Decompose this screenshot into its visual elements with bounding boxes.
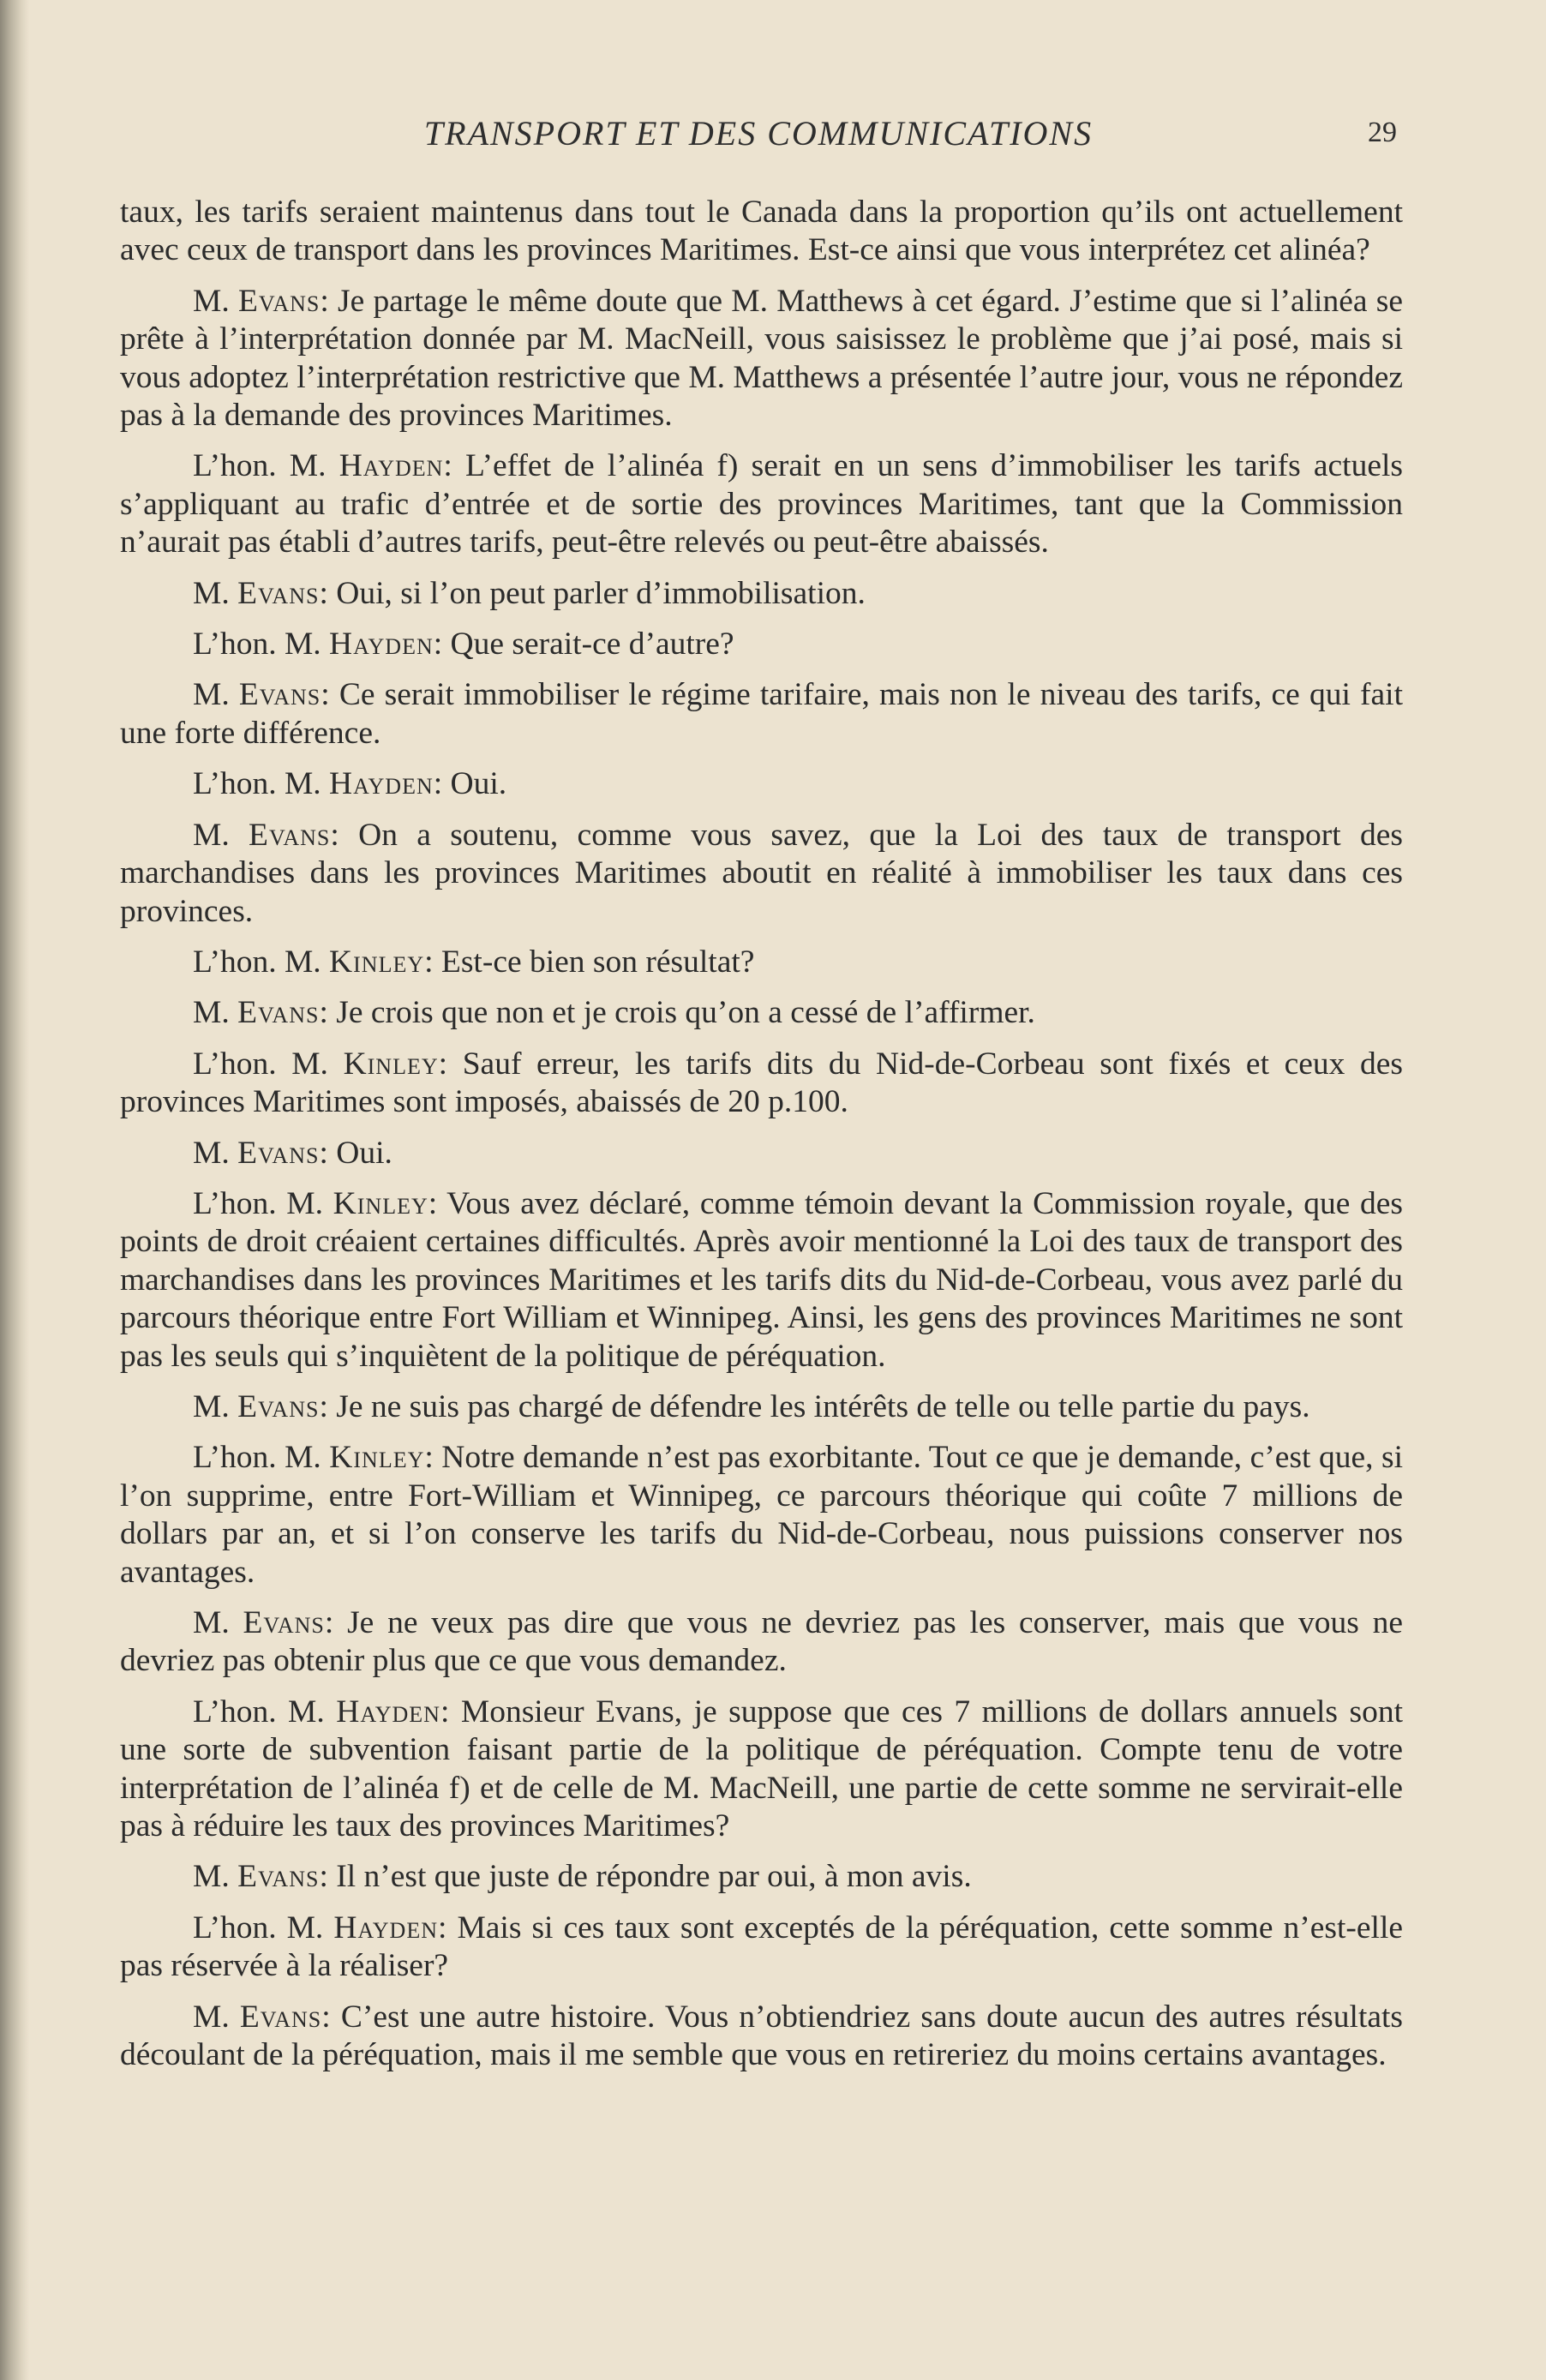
paragraph bbox=[120, 1694, 1403, 1846]
paragraph-text: On a soutenu, comme vous savez, que la Loi des taux de transport des marchandises dans les provinces Maritimes aboutit en réalité à immobiliser les taux dans ces provinces. bbox=[120, 817, 1404, 929]
speaker-name: Hayden bbox=[329, 766, 434, 802]
paragraph-text: Je ne veux pas dire que vous ne devriez pas les conserver, mais que vous ne devriez pas obtenir plus que ce que vous demandez. bbox=[120, 1605, 1404, 1679]
paragraph bbox=[120, 1135, 1403, 1172]
speaker-title: M. bbox=[193, 1388, 238, 1424]
speaker-separator: : bbox=[424, 1440, 442, 1476]
paragraph bbox=[120, 1858, 1403, 1896]
speaker-title: L’hon. M. bbox=[193, 1694, 337, 1730]
paragraph-text: Oui. bbox=[336, 1135, 392, 1171]
paragraph bbox=[120, 1999, 1403, 2075]
paragraph bbox=[120, 1046, 1403, 1122]
speaker-name: Evans bbox=[238, 677, 321, 713]
speaker-separator: : bbox=[433, 766, 451, 802]
speaker-separator: : bbox=[330, 817, 359, 853]
speaker-name: Evans bbox=[237, 1859, 320, 1895]
paragraph-text: C’est une autre histoire. Vous n’obtiendriez sans doute aucun des autres résultats découlant de la péréquation, mais il me semble que vous en retireriez du moins certains avantages. bbox=[120, 1999, 1404, 2073]
speaker-title: L’hon. M. bbox=[193, 1440, 330, 1476]
speaker-name: Evans bbox=[239, 1999, 322, 2035]
paragraph-text: Monsieur Evans, je suppose que ces 7 millions de dollars annuels sont une sorte de subvention faisant partie de la politique de péréquation. Compte tenu de votre interprétation de l’alinéa f) et de celle de M. MacNeill, une partie de cette somme ne servirait-elle pas à réduire les taux des provinces Maritimes? bbox=[120, 1694, 1404, 1844]
speaker-separator: : bbox=[428, 1185, 447, 1221]
paragraph bbox=[120, 944, 1403, 981]
running-title: TRANSPORT ET DES COMMUNICATIONS bbox=[423, 114, 1094, 153]
paragraph-text: Oui. bbox=[450, 766, 507, 802]
paragraph-text: Vous avez déclaré, comme témoin devant la Commission royale, que des points de droit créaient certaines difficultés. Après avoir mentionné la Loi des taux de transport des marchandises dans les provinces Maritimes et les tarifs dits du Nid-de-Corbeau, vous avez parlé du parcours théorique entre Fort William et Winnipeg. Ainsi, les gens des provinces Maritimes ne sont pas les seuls qui s’inquiètent de la politique de péréquation. bbox=[120, 1185, 1404, 1374]
speaker-name: Kinley bbox=[343, 1046, 439, 1082]
paragraph bbox=[120, 283, 1403, 435]
speaker-name: Kinley bbox=[333, 1185, 428, 1221]
speaker-title: M. bbox=[193, 817, 249, 853]
speaker-title: M. bbox=[193, 995, 238, 1031]
paragraph-text: Notre demande n’est pas exorbitante. Tout ce que je demande, c’est que, si l’on supprime, entre Fort-William et Winnipeg, ce parcours théorique qui coûte 7 millions de dollars par an, et si l’on conserve les tarifs du Nid-de-Corbeau, nous puissions conserver nos avantages. bbox=[120, 1440, 1403, 1590]
speaker-title: M. bbox=[193, 1999, 240, 2035]
speaker-separator: : bbox=[324, 1605, 348, 1640]
speaker-separator: : bbox=[319, 1859, 337, 1895]
transcript-body bbox=[120, 194, 1403, 2087]
speaker-separator: : bbox=[319, 575, 337, 611]
paragraph-text: L’effet de l’alinéa f) serait en un sens d’immobiliser les tarifs actuels s’appliquant au trafic d’entrée et de sortie des provinces Maritimes, tant que la Commission n’aurait pas établi d’autres tarifs, peut-être relevés ou peut-être abaissés. bbox=[120, 448, 1404, 561]
paragraph bbox=[120, 1388, 1403, 1426]
speaker-title: M. bbox=[193, 1135, 238, 1171]
speaker-separator: : bbox=[438, 1046, 463, 1082]
speaker-title: M. bbox=[193, 1605, 243, 1640]
speaker-title: L’hon. M. bbox=[193, 448, 339, 484]
page-binding-shadow bbox=[0, 0, 29, 2380]
paragraph-text: Que serait-ce d’autre? bbox=[450, 626, 734, 662]
paragraph bbox=[120, 194, 1403, 270]
speaker-name: Evans bbox=[237, 283, 321, 319]
paragraph bbox=[120, 1604, 1403, 1681]
speaker-title: L’hon. M. bbox=[193, 944, 330, 980]
paragraph-text: Est-ce bien son résultat? bbox=[440, 944, 755, 980]
paragraph bbox=[120, 447, 1403, 561]
speaker-separator: : bbox=[319, 1388, 337, 1424]
speaker-title: L’hon. M. bbox=[193, 766, 330, 802]
paragraph-text: Je ne suis pas chargé de défendre les intérêts de telle ou telle partie du pays. bbox=[336, 1388, 1310, 1424]
speaker-name: Kinley bbox=[329, 1440, 425, 1476]
speaker-separator: : bbox=[424, 944, 441, 980]
speaker-separator: : bbox=[319, 995, 337, 1031]
paragraph bbox=[120, 765, 1403, 803]
paragraph bbox=[120, 994, 1403, 1032]
speaker-name: Evans bbox=[237, 1388, 320, 1424]
speaker-name: Evans bbox=[237, 995, 320, 1031]
speaker-title: M. bbox=[193, 283, 238, 319]
speaker-title: L’hon. M. bbox=[193, 1185, 333, 1221]
speaker-separator: : bbox=[321, 1999, 341, 2035]
speaker-separator: : bbox=[443, 448, 466, 484]
paragraph bbox=[120, 817, 1403, 931]
paragraph bbox=[120, 1185, 1403, 1376]
speaker-name: Evans bbox=[243, 1605, 325, 1640]
speaker-separator: : bbox=[438, 1909, 458, 1945]
page-header bbox=[120, 113, 1397, 165]
speaker-name: Hayden bbox=[329, 626, 434, 662]
paragraph-text: Je crois que non et je crois qu’on a cessé de l’affirmer. bbox=[336, 995, 1035, 1031]
speaker-title: M. bbox=[193, 677, 239, 713]
speaker-separator: : bbox=[433, 626, 451, 662]
paragraph bbox=[120, 626, 1403, 663]
speaker-name: Kinley bbox=[329, 944, 425, 980]
paragraph-text: taux, les tarifs seraient maintenus dans tout le Canada dans la proportion qu’ils ont actuellement avec ceux de transport dans les provinces Maritimes. Est-ce ainsi que vous interprétez cet alinéa? bbox=[120, 195, 1403, 268]
speaker-name: Hayden bbox=[339, 448, 444, 484]
speaker-separator: : bbox=[319, 1135, 337, 1171]
speaker-title: L’hon. M. bbox=[193, 626, 330, 662]
speaker-name: Hayden bbox=[336, 1694, 440, 1730]
speaker-title: L’hon. M. bbox=[193, 1909, 334, 1945]
paragraph-text: Il n’est que juste de répondre par oui, à mon avis. bbox=[336, 1859, 972, 1895]
speaker-name: Evans bbox=[237, 575, 320, 611]
paragraph-text: Oui, si l’on peut parler d’immobilisation. bbox=[336, 575, 866, 611]
paragraph bbox=[120, 575, 1403, 613]
speaker-name: Hayden bbox=[333, 1909, 438, 1945]
speaker-title: L’hon. M. bbox=[193, 1046, 344, 1082]
speaker-name: Evans bbox=[237, 1135, 320, 1171]
speaker-name: Evans bbox=[249, 817, 331, 853]
paragraph bbox=[120, 676, 1403, 752]
speaker-separator: : bbox=[320, 283, 339, 319]
paragraph-text: Ce serait immobiliser le régime tarifaire, mais non le niveau des tarifs, ce qui fait une forte différence. bbox=[120, 677, 1403, 751]
speaker-title: M. bbox=[193, 575, 238, 611]
paragraph-text: Mais si ces taux sont exceptés de la péréquation, cette somme n’est-elle pas réservée à la réaliser? bbox=[120, 1909, 1404, 1984]
paragraph-text: Je partage le même doute que M. Matthews à cet égard. J’estime que si l’alinéa se prête à l’interprétation donnée par M. MacNeill, vous saisissez le problème que j’ai posé, mais si vous adoptez l’interprétation restrictive que M. Matthews a présentée l’autre jour, vous ne répondez pas à la demande des provinces Maritimes. bbox=[120, 283, 1404, 434]
paragraph bbox=[120, 1909, 1403, 1986]
paragraph bbox=[120, 1439, 1403, 1592]
speaker-title: M. bbox=[193, 1859, 238, 1895]
speaker-separator: : bbox=[321, 677, 339, 713]
page-number: 29 bbox=[1368, 117, 1397, 148]
paragraph-text: Sauf erreur, les tarifs dits du Nid-de-Corbeau sont fixés et ceux des provinces Maritimes sont imposés, abaissés de 20 p.100. bbox=[120, 1046, 1404, 1120]
speaker-separator: : bbox=[440, 1694, 461, 1730]
